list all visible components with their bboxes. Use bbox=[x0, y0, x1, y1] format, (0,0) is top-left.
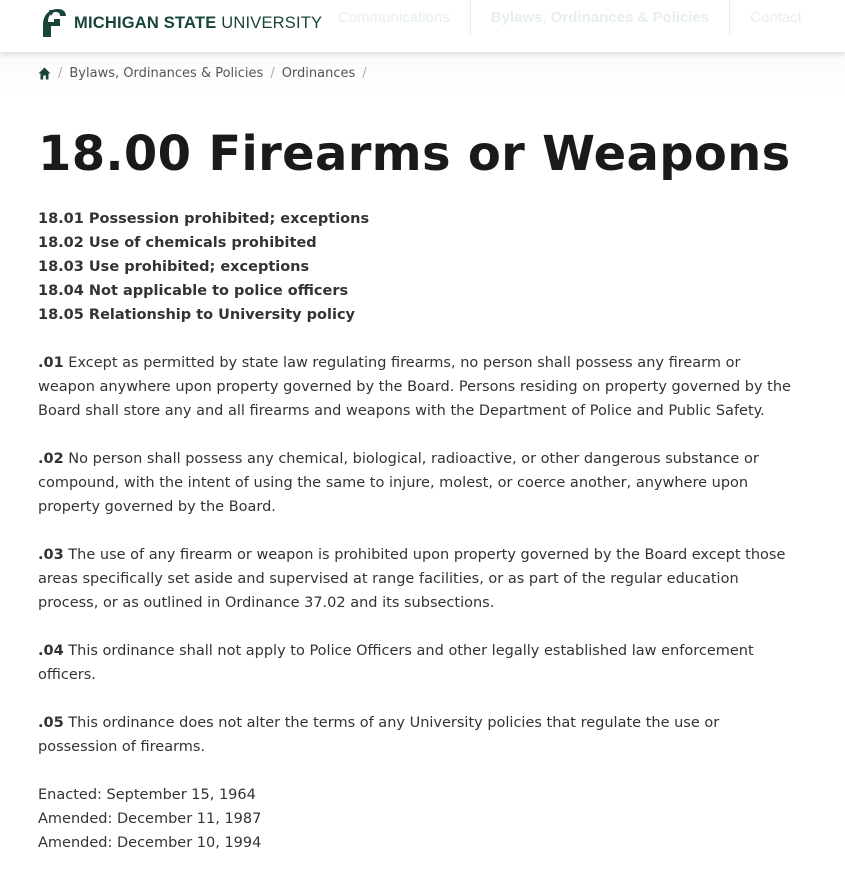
section-04 bbox=[38, 639, 798, 687]
nav-communications[interactable]: Communications bbox=[338, 9, 450, 26]
section-03 bbox=[38, 543, 798, 615]
history-entry: Amended: December 11, 1987 bbox=[38, 811, 262, 827]
spartan-helmet-icon bbox=[38, 7, 68, 39]
section-number: .05 bbox=[38, 715, 64, 731]
breadcrumb-home[interactable] bbox=[38, 67, 51, 80]
section-number: .02 bbox=[38, 451, 64, 467]
section-text: No person shall possess any chemical, biological, radioactive, or other dangerous substance or compound, with the intent of using the same to injure, molest, or coerce another, anywhere upon property governed by the Board. bbox=[38, 451, 759, 515]
main-content bbox=[38, 118, 798, 855]
section-number: .04 bbox=[38, 643, 64, 659]
section-05 bbox=[38, 711, 798, 759]
section-02 bbox=[38, 447, 798, 519]
wordmark-bold: MICHIGAN STATE bbox=[74, 13, 217, 32]
section-01 bbox=[38, 351, 798, 423]
nav-bylaws-ordinances-policies[interactable]: Bylaws, Ordinances & Policies bbox=[470, 0, 729, 36]
toc-item: 18.04 Not applicable to police officers bbox=[38, 283, 349, 299]
history-entry: Enacted: September 15, 1964 bbox=[38, 787, 256, 803]
page-title: 18.00 Firearms or Weapons bbox=[38, 126, 791, 182]
nav-contact[interactable]: Contact bbox=[729, 0, 822, 36]
msu-logo[interactable] bbox=[38, 7, 322, 39]
breadcrumb-separator: / bbox=[270, 65, 275, 81]
section-text: Except as permitted by state law regulating firearms, no person shall possess any firearm or weapon anywhere upon property governed by the Board. Persons residing on property governed by the Board shall store any and all firearms and weapons with the Department of Police and Public Safety. bbox=[38, 355, 791, 419]
toc-item: 18.03 Use prohibited; exceptions bbox=[38, 259, 310, 275]
toc-item: 18.02 Use of chemicals prohibited bbox=[38, 235, 317, 251]
top-navigation bbox=[320, 0, 845, 36]
ordinance-history bbox=[38, 783, 798, 855]
breadcrumb-separator: / bbox=[58, 65, 63, 81]
breadcrumb bbox=[0, 52, 845, 94]
section-number: .03 bbox=[38, 547, 64, 563]
home-icon bbox=[38, 67, 51, 80]
wordmark-regular: UNIVERSITY bbox=[221, 13, 323, 32]
ordinance-toc bbox=[38, 207, 798, 327]
toc-item: 18.01 Possession prohibited; exceptions bbox=[38, 211, 370, 227]
section-text: The use of any firearm or weapon is prohibited upon property governed by the Board except those areas specifically set aside and supervised at range facilities, or as part of the regular education process, or as outlined in Ordinance 37.02 and its subsections. bbox=[38, 547, 786, 611]
section-number: .01 bbox=[38, 355, 64, 371]
section-text: This ordinance shall not apply to Police Officers and other legally established law enforcement officers. bbox=[38, 643, 754, 683]
section-text: This ordinance does not alter the terms of any University policies that regulate the use or possession of firearms. bbox=[38, 715, 720, 755]
breadcrumb-separator: / bbox=[362, 65, 367, 81]
history-entry: Amended: December 10, 1994 bbox=[38, 835, 262, 851]
msu-wordmark bbox=[74, 14, 322, 33]
site-header bbox=[0, 0, 845, 52]
toc-item: 18.05 Relationship to University policy bbox=[38, 307, 356, 323]
breadcrumb-bylaws[interactable]: Bylaws, Ordinances & Policies bbox=[69, 65, 264, 81]
breadcrumb-ordinances[interactable]: Ordinances bbox=[281, 65, 356, 81]
